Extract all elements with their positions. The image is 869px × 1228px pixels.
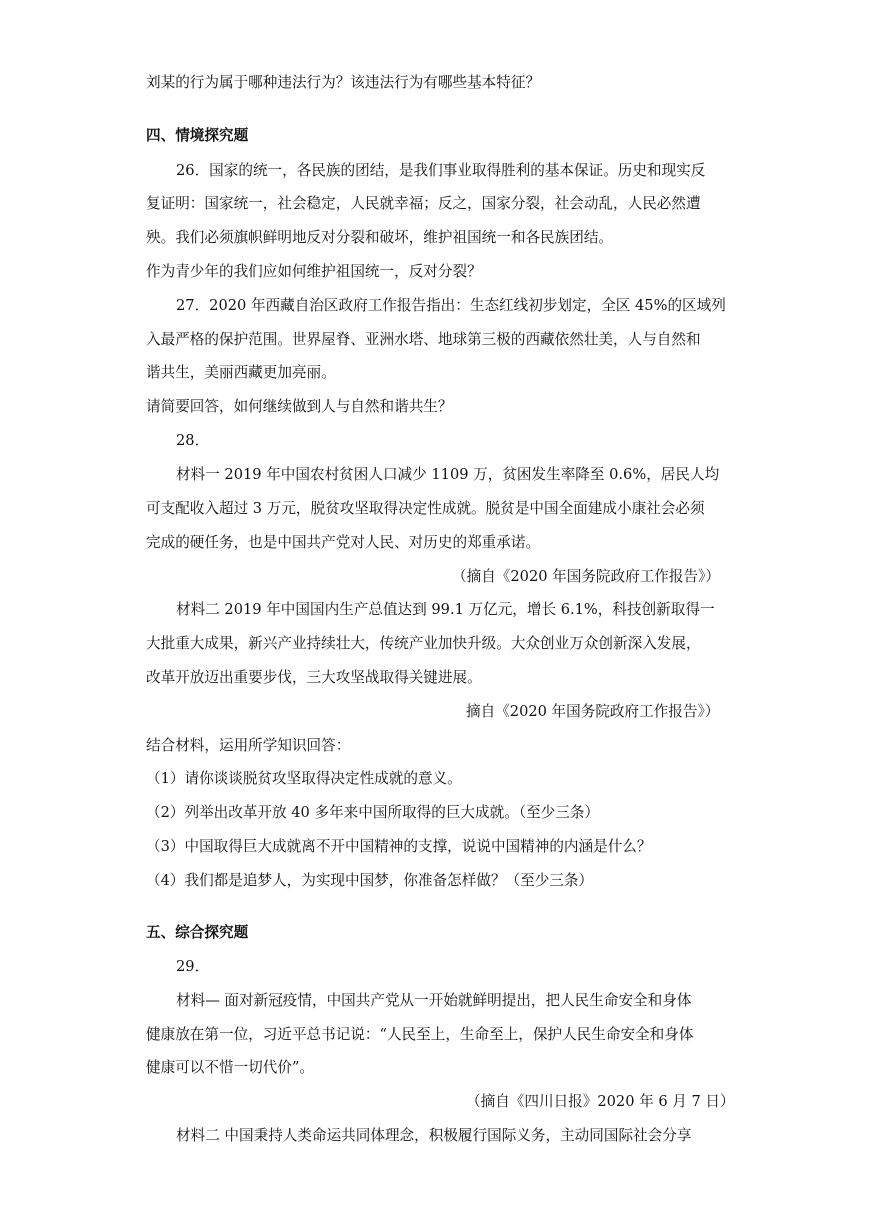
sub-question: （2）列举出改革开放 40 多年来中国所取得的巨大成就。（至少三条） (146, 804, 600, 821)
question-number: 28． (176, 432, 210, 449)
paragraph-line: 入最严格的保护范围。世界屋脊、亚洲水塔、地球第三极的西藏依然壮美，人与自然和 (146, 331, 701, 348)
source-citation: 摘自《2020 年国务院政府工作报告》） (466, 703, 720, 720)
source-citation: （摘自《2020 年国务院政府工作报告》） (452, 568, 720, 585)
paragraph-line: 大批重大成果，新兴产业持续壮大，传统产业加快升级。大众创业万众创新深入发展， (146, 635, 701, 652)
instruction-text: 结合材料，运用所学知识回答： (146, 737, 351, 754)
question-text: 刘某的行为属于哪种违法行为？该违法行为有哪些基本特征？ (146, 74, 541, 91)
sub-question: （4）我们都是追梦人，为实现中国梦，你准备怎样做？（至少三条） (146, 872, 594, 889)
question-text: 作为青少年的我们应如何维护祖国统一，反对分裂？ (146, 263, 482, 280)
question-text: 请简要回答，如何继续做到人与自然和谐共生？ (146, 398, 453, 415)
paragraph-line: 材料二 2019 年中国国内生产总值达到 99.1 万亿元，增长 6.1%，科技创新取得一 (176, 601, 715, 618)
paragraph-line: 殃。我们必须旗帜鲜明地反对分裂和破坏，维护祖国统一和各民族团结。 (146, 229, 614, 246)
section-heading: 四、情境探究题 (146, 127, 249, 144)
paragraph-line: 改革开放迈出重要步伐，三大攻坚战取得关键进展。 (146, 669, 482, 686)
paragraph-line: 健康放在第一位，习近平总书记说：“人民至上，生命至上，保护人民生命安全和身体 (146, 1026, 694, 1043)
paragraph-line: 27．2020 年西藏自治区政府工作报告指出：生态红线初步划定，全区 45%的区域列 (176, 297, 726, 314)
section-heading: 五、综合探究题 (146, 924, 249, 941)
source-citation: （摘自《四川日报》2020 年 6 月 7 日） (466, 1093, 735, 1110)
paragraph-line: 健康可以不惜一切代价”。 (146, 1059, 314, 1076)
paragraph-line: 26．国家的统一，各民族的团结，是我们事业取得胜利的基本保证。历史和现实反 (176, 162, 706, 179)
paragraph-line: 完成的硬任务，也是中国共产党对人民、对历史的郑重承诺。 (146, 534, 541, 551)
paragraph-line: 可支配收入超过 3 万元，脱贫攻坚取得决定性成就。脱贫是中国全面建成小康社会必须 (146, 500, 705, 517)
sub-question: （3）中国取得巨大成就离不开中国精神的支撑，说说中国精神的内涵是什么？ (146, 838, 652, 855)
sub-question: （1）请你谈谈脱贫攻坚取得决定性成就的意义。 (146, 770, 462, 787)
paragraph-line: 材料二 中国秉持人类命运共同体理念，积极履行国际义务，主动同国际社会分享 (176, 1127, 692, 1144)
question-number: 29． (176, 958, 210, 975)
paragraph-line: 材料一 2019 年中国农村贫困人口减少 1109 万，贫困发生率降至 0.6%，居民人均 (176, 466, 720, 483)
paragraph-line: 谐共生，美丽西藏更加亮丽。 (146, 364, 336, 381)
paragraph-line: 复证明：国家统一，社会稳定，人民就幸福；反之，国家分裂，社会动乱，人民必然遭 (146, 195, 701, 212)
paragraph-line: 材料— 面对新冠疫情，中国共产党从一开始就鲜明提出，把人民生命安全和身体 (176, 992, 692, 1009)
